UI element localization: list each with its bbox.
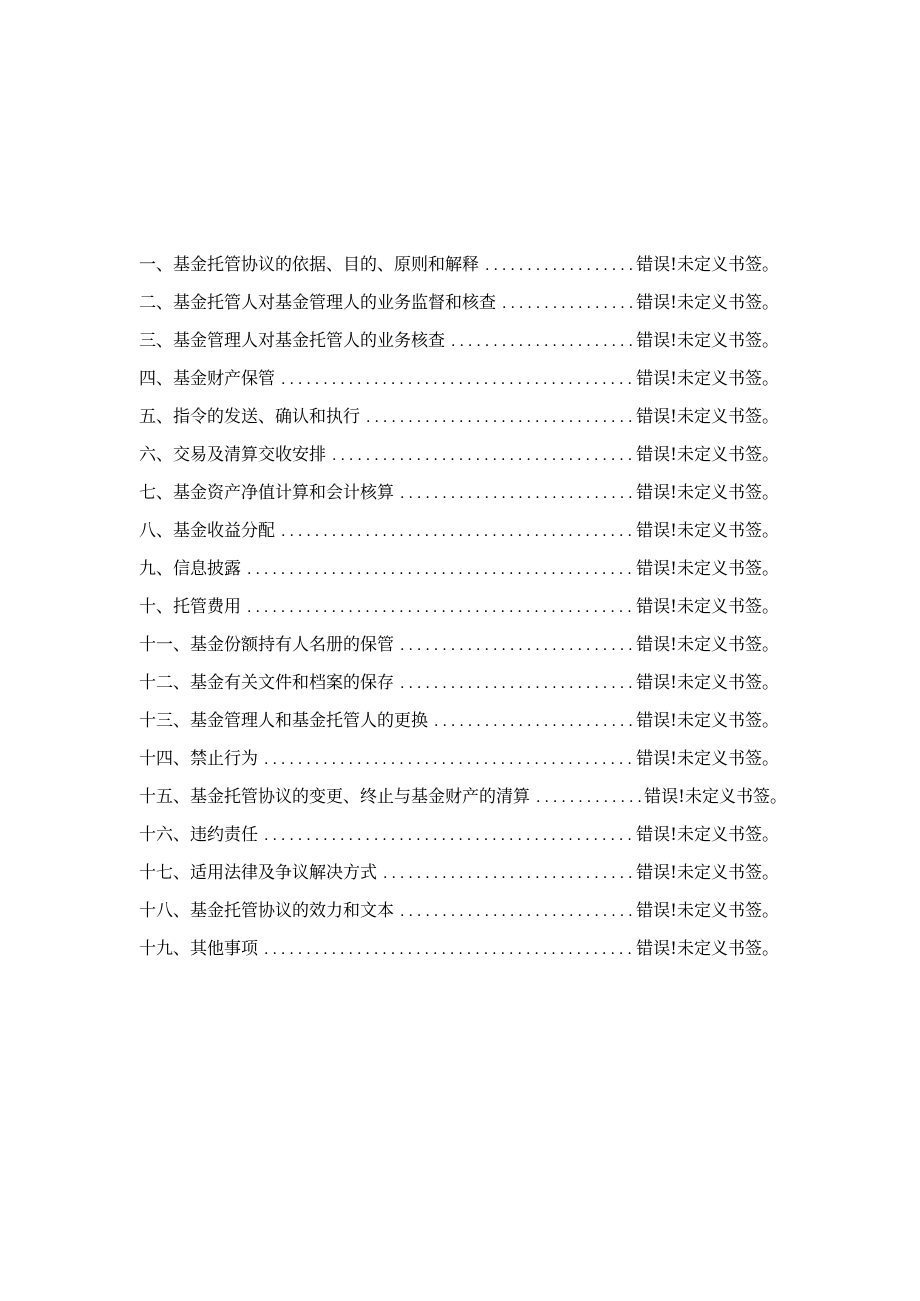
toc-entry[interactable] (139, 930, 779, 968)
toc-entry-title: 十一、基金份额持有人名册的保管 (139, 635, 394, 655)
toc-entry-title: 八、基金收益分配 (139, 521, 275, 541)
toc-entry-title: 十四、禁止行为 (139, 749, 258, 769)
toc-entry-page-ref: 错误!未定义书签。 (636, 483, 779, 503)
toc-entry-page-ref: 错误!未定义书签。 (636, 559, 779, 579)
toc-entry[interactable] (139, 588, 779, 626)
table-of-contents (139, 246, 787, 968)
toc-dot-leader (326, 437, 636, 475)
toc-entry-page-ref: 错误!未定义书签。 (636, 901, 779, 921)
toc-dot-leader (360, 399, 636, 437)
toc-entry-page-ref: 错误!未定义书签。 (636, 331, 779, 351)
toc-entry-title: 五、指令的发送、确认和执行 (139, 407, 360, 427)
toc-entry-title: 九、信息披露 (139, 559, 241, 579)
toc-entry-page-ref: 错误!未定义书签。 (636, 445, 779, 465)
toc-entry[interactable] (139, 284, 779, 322)
toc-dot-leader (258, 931, 636, 969)
toc-dot-leader (275, 513, 636, 551)
toc-dot-leader (445, 323, 636, 361)
toc-entry-title: 十、托管费用 (139, 597, 241, 617)
toc-dot-leader (496, 285, 636, 323)
toc-entry[interactable] (139, 854, 779, 892)
toc-entry[interactable] (139, 512, 779, 550)
toc-entry[interactable] (139, 246, 779, 284)
toc-entry[interactable] (139, 816, 779, 854)
toc-dot-leader (530, 779, 644, 817)
toc-entry-title: 十五、基金托管协议的变更、终止与基金财产的清算 (139, 787, 530, 807)
toc-entry-page-ref: 错误!未定义书签。 (636, 863, 779, 883)
toc-entry-page-ref: 错误!未定义书签。 (636, 597, 779, 617)
toc-entry[interactable] (139, 702, 779, 740)
toc-dot-leader (258, 741, 636, 779)
toc-entry[interactable] (139, 778, 787, 816)
toc-entry[interactable] (139, 474, 779, 512)
toc-entry-title: 十七、适用法律及争议解决方式 (139, 863, 377, 883)
toc-entry-page-ref: 错误!未定义书签。 (636, 825, 779, 845)
toc-dot-leader (394, 475, 636, 513)
toc-entry-title: 六、交易及清算交收安排 (139, 445, 326, 465)
toc-entry-page-ref: 错误!未定义书签。 (636, 255, 779, 275)
toc-entry[interactable] (139, 322, 779, 360)
toc-entry-title: 十六、违约责任 (139, 825, 258, 845)
toc-entry[interactable] (139, 664, 779, 702)
toc-dot-leader (377, 855, 636, 893)
toc-dot-leader (275, 361, 636, 399)
toc-entry-page-ref: 错误!未定义书签。 (636, 369, 779, 389)
toc-dot-leader (241, 589, 636, 627)
toc-entry-title: 三、基金管理人对基金托管人的业务核查 (139, 331, 445, 351)
toc-entry[interactable] (139, 892, 779, 930)
toc-entry[interactable] (139, 550, 779, 588)
toc-entry-title: 一、基金托管协议的依据、目的、原则和解释 (139, 255, 479, 275)
toc-entry-page-ref: 错误!未定义书签。 (636, 635, 779, 655)
toc-entry-page-ref: 错误!未定义书签。 (636, 521, 779, 541)
toc-entry-title: 十三、基金管理人和基金托管人的更换 (139, 711, 428, 731)
toc-dot-leader (394, 665, 636, 703)
toc-entry[interactable] (139, 740, 779, 778)
toc-entry[interactable] (139, 360, 779, 398)
toc-entry-page-ref: 错误!未定义书签。 (636, 673, 779, 693)
toc-dot-leader (394, 893, 636, 931)
toc-entry[interactable] (139, 626, 779, 664)
toc-entry-page-ref: 错误!未定义书签。 (636, 407, 779, 427)
toc-dot-leader (394, 627, 636, 665)
toc-dot-leader (258, 817, 636, 855)
toc-entry-title: 十二、基金有关文件和档案的保存 (139, 673, 394, 693)
toc-entry[interactable] (139, 436, 779, 474)
toc-entry-title: 四、基金财产保管 (139, 369, 275, 389)
toc-dot-leader (428, 703, 636, 741)
toc-dot-leader (241, 551, 636, 589)
toc-entry-page-ref: 错误!未定义书签。 (636, 749, 779, 769)
toc-dot-leader (479, 247, 636, 285)
toc-entry-page-ref: 错误!未定义书签。 (636, 711, 779, 731)
toc-entry-page-ref: 错误!未定义书签。 (636, 939, 779, 959)
toc-entry[interactable] (139, 398, 779, 436)
toc-entry-title: 二、基金托管人对基金管理人的业务监督和核查 (139, 293, 496, 313)
toc-entry-page-ref: 错误!未定义书签。 (644, 787, 787, 807)
toc-entry-title: 七、基金资产净值计算和会计核算 (139, 483, 394, 503)
toc-entry-title: 十九、其他事项 (139, 939, 258, 959)
toc-entry-page-ref: 错误!未定义书签。 (636, 293, 779, 313)
toc-entry-title: 十八、基金托管协议的效力和文本 (139, 901, 394, 921)
